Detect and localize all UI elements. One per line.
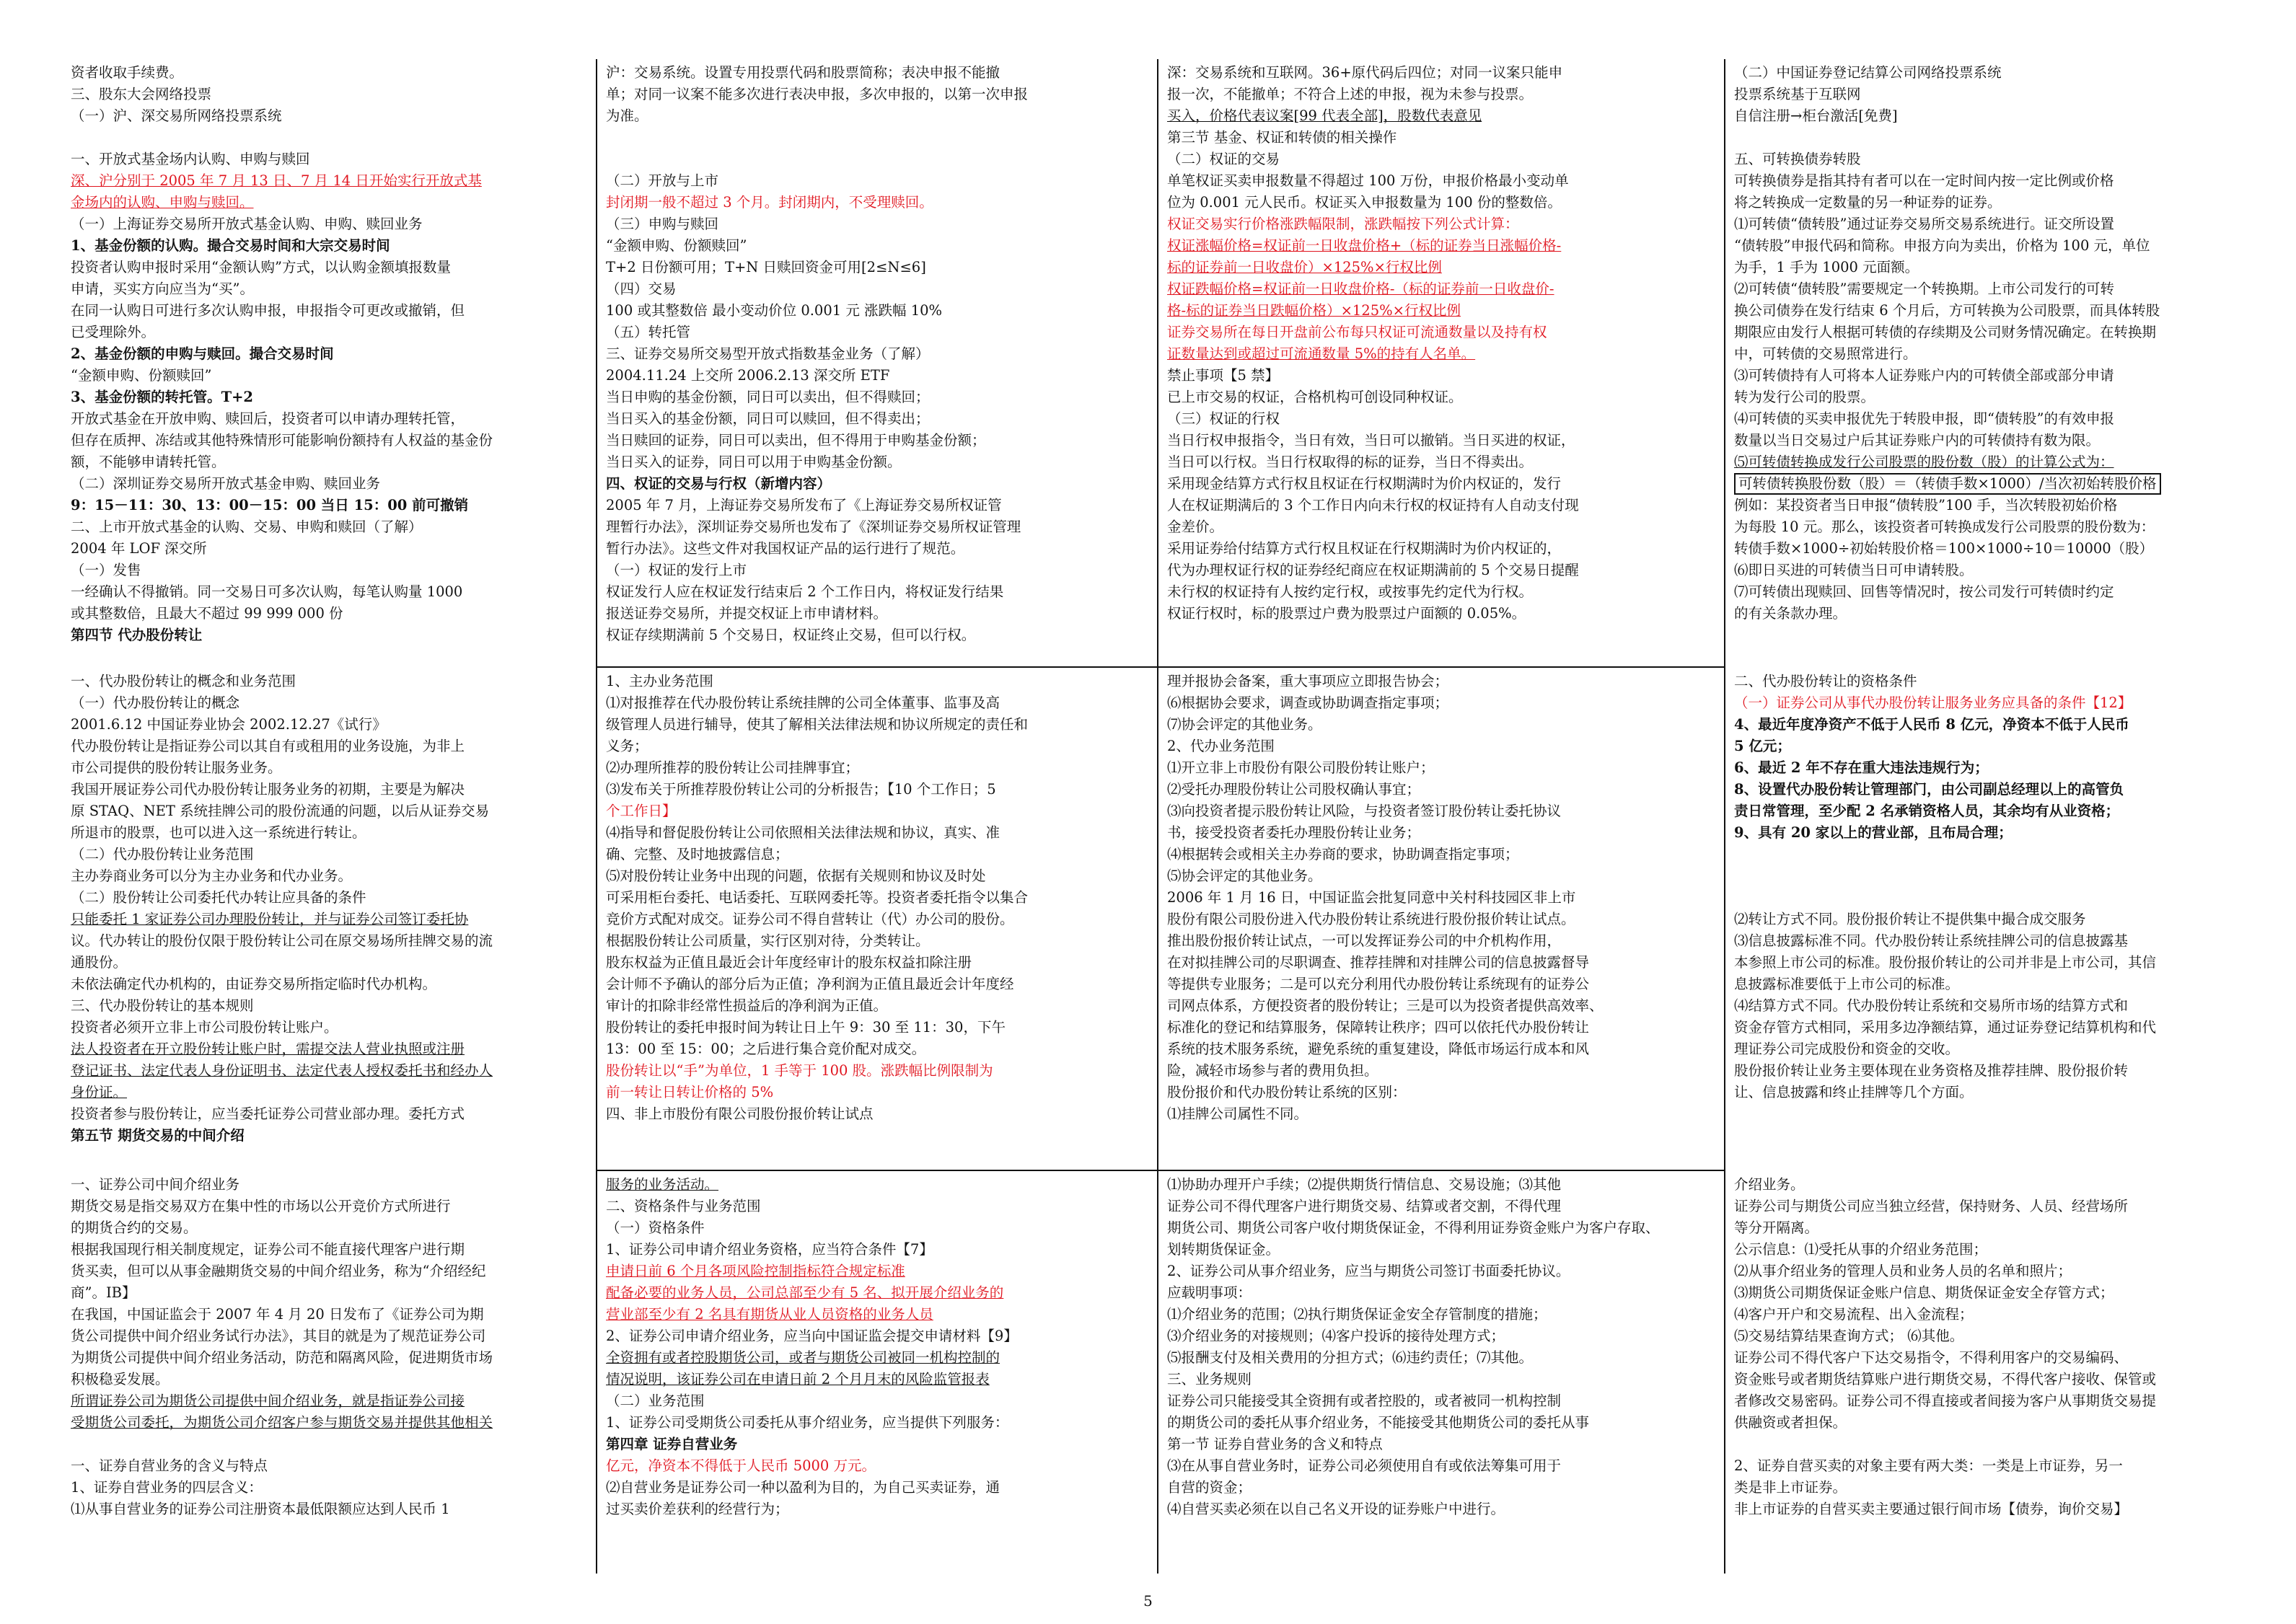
text-line: 为准。 — [606, 107, 648, 124]
text-line: ⑶介绍业务的对接规则；⑷客户投诉的接待处理方式； — [1167, 1328, 1505, 1344]
text-line: （一）资格条件 — [606, 1219, 705, 1236]
text-line: 理并报协会备案，重大事项应立即报告协会； — [1167, 673, 1449, 689]
text-line: 中，可转债的交易照常进行。 — [1734, 345, 1917, 362]
text-line: 理证券公司完成股份和资金的交收。 — [1734, 1041, 1960, 1057]
text-line: 可采用柜台委托、电话委托、互联网委托等。投资者委托指令以集合 — [606, 889, 1029, 906]
text-line: 本参照上市公司的标准。股份报价转让的公司并非是上市公司，其信 — [1734, 954, 2157, 971]
text-line: ⑴挂牌公司属性不同。 — [1167, 1106, 1308, 1122]
text-line: ⑵受托办理股份转让公司股权确认事宜； — [1167, 781, 1421, 798]
text-line: 受期货公司委托，为期货公司介绍客户参与期货交易并提供其他相关 — [71, 1414, 493, 1431]
text-line: 2、证券自营买卖的对象主要有两大类：一类是上市证券，另一 — [1734, 1457, 2123, 1474]
text-line: 证券交易所在每日开盘前公布每只权证可流通数量以及持有权 — [1167, 324, 1547, 340]
text-line: 权证发行人应在权证发行结束后 2 个工作日内，将权证发行结果 — [606, 583, 1004, 600]
text-line: 二、资格条件与业务范围 — [606, 1198, 761, 1214]
text-line: ⑹即日买进的可转债当日可申请转股。 — [1734, 562, 1974, 578]
text-line: 过买卖价差获利的经营行为； — [606, 1501, 789, 1517]
text-line: （二）股份转让公司委托代办转让应具备的条件 — [71, 889, 366, 906]
text-line — [1734, 865, 2240, 887]
text-line: 等提供专业服务；二是可以充分利用代办股份转让系统现有的证券公 — [1167, 976, 1590, 992]
text-line: 证券公司与期货公司应当独立经营，保持财务、人员、经营场所 — [1734, 1198, 2129, 1214]
text-line: 2005 年 7 月，上海证券交易所发布了《上海证券交易所权证管 — [606, 497, 1002, 513]
text-line: 险，减轻市场参与者的费用负担。 — [1167, 1062, 1378, 1079]
text-line: 当日行权申报指令，当日有效，当日可以撤销。当日买进的权证， — [1167, 432, 1575, 449]
text-line: （二）开放与上市 — [606, 172, 719, 189]
text-line: ⑴可转债“债转股”通过证券交易所交易系统进行。证交所设置 — [1734, 216, 2114, 232]
text-line: 一、开放式基金场内认购、申购与赎回 — [71, 151, 310, 167]
text-block-col3-sec3 — [1157, 1174, 1724, 1578]
text-line — [1734, 1434, 2240, 1455]
text-line: 深、沪分别于 2005 年 7 月 13 日、7 月 14 日开始实行开放式基 — [71, 172, 482, 189]
text-line: 标准化的登记和结算服务，保障转让秩序；四可以依托代办股份转让 — [1167, 1019, 1590, 1036]
text-line: 一、证券自营业务的含义与特点 — [71, 1457, 268, 1474]
text-line: 5 亿元； — [1734, 738, 1791, 754]
text-block-col3-sec2 — [1157, 671, 1724, 1168]
text-line: 申请日前 6 个月各项风险控制指标符合规定标准 — [606, 1263, 905, 1279]
text-line: 书，接受投资者委托办理股份转让业务； — [1167, 824, 1421, 841]
text-line: 采用现金结算方式行权且权证在行权期满时为价内权证的，发行 — [1167, 475, 1562, 492]
text-line: 四、非上市股份有限公司股份报价转让试点 — [606, 1106, 874, 1122]
text-line: “债转股”申报代码和简称。申报方向为卖出，价格为 100 元，单位 — [1734, 237, 2150, 254]
text-line — [606, 127, 1147, 149]
text-line: 资者收取手续费。 — [71, 64, 184, 81]
text-line: ⑷结算方式不同。代办股份转让系统和交易所市场的结算方式和 — [1734, 997, 2129, 1014]
text-line: 权证行权时，标的股票过户费为股票过户面额的 0.05%。 — [1167, 605, 1526, 622]
text-block-col4-sec1 — [1724, 62, 2251, 665]
text-line: 9：15－11：30、13：00－15：00 当日 15：00 前可撤销 — [71, 497, 469, 513]
text-line: 2、基金份额的申购与赎回。撮合交易时间 — [71, 345, 334, 362]
text-block-col1-sec3 — [61, 1174, 596, 1578]
text-line: 权证存续期满前 5 个交易日，权证终止交易，但可以行权。 — [606, 627, 976, 643]
text-line: 为期货公司提供中间介绍业务活动，防范和隔离风险，促进期货市场 — [71, 1349, 493, 1366]
text-line: 当日赎回的证券，同日可以卖出，但不得用于申购基金份额； — [606, 432, 986, 449]
text-line: 责日常管理，至少配 2 名承销资格人员，其余均有从业资格； — [1734, 803, 2120, 819]
text-line: ⑵转让方式不同。股份报价转让不提供集中撮合成交服务 — [1734, 911, 2086, 927]
text-line: 会计师不予确认的部分后为正值；净利润为正值且最近会计年度经 — [606, 976, 1014, 992]
text-line: 4、最近年度净资产不低于人民币 8 亿元，净资本不低于人民币 — [1734, 716, 2129, 733]
text-line: 前一转让日转让价格的 5% — [606, 1084, 774, 1100]
text-line: 主办券商业务可以分为主办业务和代办业务。 — [71, 868, 353, 884]
text-line: 位为 0.001 元人民币。权证买入申报数量为 100 份的整数倍。 — [1167, 194, 1562, 211]
text-line: 一经确认不得撤销。同一交易日可多次认购，每笔认购量 1000 — [71, 583, 463, 600]
text-line: 级管理人员进行辅导，使其了解相关法律法规和协议所规定的责任和 — [606, 716, 1029, 733]
text-line: 确、完整、及时地披露信息； — [606, 846, 789, 862]
text-line: 当日申购的基金份额，同日可以卖出，但不得赎回； — [606, 389, 930, 405]
text-line: 证数量达到或超过可流通数量 5%的持有人名单。 — [1167, 345, 1476, 362]
section-divider — [596, 1170, 1724, 1171]
text-line: 2001.6.12 中国证券业协会 2002.12.27《试行》 — [71, 716, 387, 733]
text-line: 第五节 期货交易的中间介绍 — [71, 1127, 245, 1144]
text-line: 深：交易系统和互联网。36+原代码后四位；对同一议案只能申 — [1167, 64, 1563, 81]
text-line: 数量以当日交易过户后其证券账户内的可转债持有数为限。 — [1734, 432, 2101, 449]
text-block-col2-sec3 — [596, 1174, 1157, 1578]
text-line: 证券公司不得代理客户进行期货交易、结算或者交割，不得代理 — [1167, 1198, 1562, 1214]
text-line: ⑷根据转会或相关主办券商的要求，协助调查指定事项； — [1167, 846, 1519, 862]
text-line: ⑶向投资者提示股份转让风险，与投资者签订股份转让委托协议 — [1167, 803, 1562, 819]
page-number: 5 — [1143, 1592, 1153, 1610]
text-line: ⑸可转债转换成发行公司股票的股份数（股）的计算公式为： — [1734, 454, 2114, 470]
text-line: 100 或其整数倍 最小变动价位 0.001 元 涨跌幅 10% — [606, 302, 943, 319]
text-line: 投资者认购申报时采用“金额认购”方式，以认购金额填报数量 — [71, 259, 451, 275]
text-line: （三）申购与赎回 — [606, 216, 719, 232]
text-line: 1、基金份额的认购。撮合交易时间和大宗交易时间 — [71, 237, 390, 254]
text-line: 沪：交易系统。设置专用投票代码和股票简称；表决申报不能撤 — [606, 64, 1000, 81]
text-line: （二）中国证券登记结算公司网络投票系统 — [1734, 64, 2002, 81]
text-line: 我国开展证券公司代办股份转让服务业务的初期，主要是为解决 — [71, 781, 465, 798]
text-line: 股份转让以“手”为单位，1 手等于 100 股。涨跌幅比例限制为 — [606, 1062, 993, 1079]
section-divider — [596, 666, 1724, 668]
text-line: 股份报价和代办股份转让系统的区别： — [1167, 1084, 1407, 1100]
text-line: 当日可以行权。当日行权取得的标的证券，当日不得卖出。 — [1167, 454, 1534, 470]
text-line: 2006 年 1 月 16 日，中国证监会批复同意中关村科技园区非上市 — [1167, 889, 1576, 906]
text-line: 介绍业务。 — [1734, 1176, 1805, 1193]
text-line: 在同一认购日可进行多次认购申报，申报指令可更改或撤销，但 — [71, 302, 465, 319]
text-line: 转债手数×1000÷初始转股价格＝100×1000÷10＝10000（股） — [1734, 540, 2154, 557]
text-line: 封闭期一般不超过 3 个月。封闭期内，不受理赎回。 — [606, 194, 933, 211]
text-line: 2、证券公司从事介绍业务，应当与期货公司签订书面委托协议。 — [1167, 1263, 1570, 1279]
text-line: 的期货合约的交易。 — [71, 1219, 198, 1236]
text-line: 的期货公司的委托从事介绍业务，不能接受其他期货公司的委托从事 — [1167, 1414, 1590, 1431]
text-line: 股份报价转让业务主要体现在业务资格及推荐挂牌、股份报价转 — [1734, 1062, 2129, 1079]
text-line: 1、证券公司申请介绍业务资格，应当符合条件【7】 — [606, 1241, 933, 1258]
text-line: ⑸对股份转让业务中出现的问题，依据有关规则和协议及时处 — [606, 868, 986, 884]
text-line: 3、基金份额的转托管。T+2 — [71, 389, 253, 405]
text-line: 三、代办股份转让的基本规则 — [71, 997, 254, 1014]
text-line: （一）沪、深交易所网络投票系统 — [71, 107, 282, 124]
text-line: 期限应由发行人根据可转债的存续期及公司财务情况确定。在转换期 — [1734, 324, 2157, 340]
text-line: ⑵办理所推荐的股份转让公司挂牌事宜； — [606, 759, 860, 776]
text-line: 一、代办股份转让的概念和业务范围 — [71, 673, 296, 689]
text-line: 1、主办业务范围 — [606, 673, 713, 689]
text-line: 第四章 证券自营业务 — [606, 1436, 738, 1452]
text-line: （一）代办股份转让的概念 — [71, 694, 240, 711]
text-line: 当日买入的基金份额，同日可以赎回，但不得卖出； — [606, 410, 930, 427]
text-line: 2、代办业务范围 — [1167, 738, 1275, 754]
text-line: “金额申购、份额赎回” — [71, 367, 212, 384]
text-line: 推出股份报价转让试点，一可以发挥证券公司的中介机构作用， — [1167, 932, 1562, 949]
text-line: 单；对同一议案不能多次进行表决申报，多次申报的，以第一次申报 — [606, 86, 1029, 102]
text-line: ⑸交易结算结果查询方式； ⑹其他。 — [1734, 1328, 1964, 1344]
text-line: 议。代办转让的股份仅限于股份转让公司在原交易场所挂牌交易的流 — [71, 932, 493, 949]
text-line: T+2 日份额可用；T+N 日赎回资金可用[2≤N≤6] — [606, 259, 926, 275]
text-line: 1、证券公司受期货公司委托从事介绍业务，应当提供下列服务： — [606, 1414, 1009, 1431]
text-line — [71, 127, 586, 149]
text-line: （二）业务范围 — [606, 1393, 705, 1409]
text-block-col2-sec1 — [596, 62, 1157, 665]
text-line: 例如：某投资者当日申报“债转股”100 手，当次转股初始价格 — [1734, 497, 2118, 513]
text-line: 为每股 10 元。那么，该投资者可转换成发行公司股票的股份数为： — [1734, 518, 2155, 535]
text-line: 代办股份转让是指证券公司以其自有或租用的业务设施，为非上 — [71, 738, 465, 754]
text-line: 二、上市开放式基金的认购、交易、申购和赎回（了解） — [71, 518, 423, 535]
text-line: 司网点体系，方便投资者的股份转让；三是可以为投资者提供高效率、 — [1167, 997, 1604, 1014]
text-line: 法人投资者在开立股份转让账户时，需提交法人营业执照或注册 — [71, 1041, 465, 1057]
text-line: （一）上海证券交易所开放式基金认购、申购、赎回业务 — [71, 216, 423, 232]
text-line: 期货交易是指交易双方在集中性的市场以公开竞价方式所进行 — [71, 1198, 451, 1214]
text-line: （二）深圳证券交易所开放式基金申购、赎回业务 — [71, 475, 381, 492]
text-line: 金差价。 — [1167, 518, 1224, 535]
text-block-col4-sec2 — [1724, 671, 2251, 1168]
text-line: 亿元，净资本不得低于人民币 5000 万元。 — [606, 1457, 876, 1474]
text-line: ⑸报酬支付及相关费用的分担方式；⑹违约责任；⑺其他。 — [1167, 1349, 1534, 1366]
text-line: 开放式基金在开放申购、赎回后，投资者可以申请办理转托管， — [71, 410, 465, 427]
text-line: 8、设置代办股份转让管理部门，由公司副总经理以上的高管负 — [1734, 781, 2124, 798]
text-line: 一、证券公司中间介绍业务 — [71, 1176, 240, 1193]
text-line: 或其整数倍，且最大不超过 99 999 000 份 — [71, 605, 343, 622]
text-line: 货公司提供中间介绍业务试行办法》，其目的就是为了规范证券公司 — [71, 1328, 486, 1344]
text-line: 所谓证券公司为期货公司提供中间介绍业务，就是指证券公司接 — [71, 1393, 465, 1409]
text-line: 权证涨幅价格=权证前一日收盘价格+（标的证券当日涨幅价格- — [1167, 237, 1562, 254]
text-line — [1734, 127, 2240, 149]
text-line: 只能委托 1 家证券公司办理股份转让，并与证券公司签订委托协 — [71, 911, 469, 927]
text-line: 全资拥有或者控股期货公司，或者与期货公司被同一机构控制的 — [606, 1349, 1000, 1366]
text-line: 报送证券交易所，并提交权证上市申请材料。 — [606, 605, 888, 622]
text-line: 换公司债券在发行结束 6 个月后，方可转换为公司股票，而具体转股 — [1734, 302, 2160, 319]
text-line: （三）权证的行权 — [1167, 410, 1280, 427]
text-line: （四）交易 — [606, 281, 677, 297]
text-line: 等分开隔离。 — [1734, 1219, 1819, 1236]
text-line: ⑶发布关于所推荐股份转让公司的分析报告；【10 个工作日；5 — [606, 781, 996, 798]
text-line: 四、权证的交易与行权（新增内容） — [606, 475, 832, 492]
text-line: 股东权益为正值且最近会计年度经审计的股东权益扣除注册 — [606, 954, 972, 971]
text-line: 股份转让的委托申报时间为转让日上午 9：30 至 11：30，下午 — [606, 1019, 1006, 1036]
text-line: 权证跌幅价格=权证前一日收盘价格-（标的证券前一日收盘价- — [1167, 281, 1554, 297]
text-line: 投票系统基于互联网 — [1734, 86, 1861, 102]
text-line: 公示信息：⑴受托从事的介绍业务范围； — [1734, 1241, 1988, 1258]
text-line: 申请，买实方向应当为“买”。 — [71, 281, 254, 297]
text-line: ⑹根据协会要求，调查或协助调查指定事项； — [1167, 694, 1449, 711]
text-line: 当日买入的证券，同日可以用于申购基金份额。 — [606, 454, 902, 470]
text-line: 资金存管方式相同，采用多边净额结算，通过证券登记结算机构和代 — [1734, 1019, 2157, 1036]
text-line: 标的证券前一日收盘价）×125%×行权比例 — [1167, 259, 1442, 275]
text-line: 五、可转换债券转股 — [1734, 151, 1861, 167]
text-line — [606, 149, 1147, 170]
text-line: 货买卖，但可以从事金融期货交易的中间介绍业务，称为“介绍经纪 — [71, 1263, 486, 1279]
text-line: 自信注册→柜台激活[免费] — [1734, 107, 1898, 124]
text-line: 情况说明，该证券公司在申请日前 2 个月月末的风险监管报表 — [606, 1371, 990, 1387]
text-line — [1734, 844, 2240, 865]
text-line: 报一次，不能撤单；不符合上述的申报，视为未参与投票。 — [1167, 86, 1534, 102]
text-line: 身份证。 — [71, 1084, 128, 1100]
text-line: 代为办理权证行权的证券经纪商应在权证期满前的 5 个交易日提醒 — [1167, 562, 1579, 578]
text-line: ⑵从事介绍业务的管理人员和业务人员的名单和照片； — [1734, 1263, 2072, 1279]
text-line: 系统的技术服务系统，避免系统的重复建设，降低市场运行成本和风 — [1167, 1041, 1590, 1057]
text-line: “金额申购、份额赎回” — [606, 237, 747, 254]
text-block-col4-sec3 — [1724, 1174, 2251, 1578]
text-line: 二、代办股份转让的资格条件 — [1734, 673, 1917, 689]
text-block-col1-sec1 — [61, 62, 596, 665]
text-line: 额，不能够申请转托管。 — [71, 454, 226, 470]
text-line: 已受理除外。 — [71, 324, 156, 340]
text-line: 根据我国现行相关制度规定，证券公司不能直接代理客户进行期 — [71, 1241, 465, 1258]
text-line: ⑶期货公司期货保证金账户信息、期货保证金安全存管方式； — [1734, 1284, 2114, 1301]
text-line: 单笔权证买卖申报数量不得超过 100 万份，申报价格最小变动单 — [1167, 172, 1569, 189]
text-line: （一）权证的发行上市 — [606, 562, 747, 578]
text-line: 积极稳妥发展。 — [71, 1371, 170, 1387]
text-line: 配备必要的业务人员，公司总部至少有 5 名、拟开展介绍业务的 — [606, 1284, 1004, 1301]
text-line: 应载明事项： — [1167, 1284, 1252, 1301]
text-line: ⑷自营买卖必须在以自己名义开设的证券账户中进行。 — [1167, 1501, 1505, 1517]
text-line: 商”。IB】 — [71, 1284, 136, 1301]
text-line: 2004.11.24 上交所 2006.2.13 深交所 ETF — [606, 367, 890, 384]
text-line: 第一节 证券自营业务的含义和特点 — [1167, 1436, 1383, 1452]
text-line: ⑴开立非上市股份有限公司股份转让账户； — [1167, 759, 1435, 776]
text-line: 第四节 代办股份转让 — [71, 627, 203, 643]
text-line: ⑷指导和督促股份转让公司依照相关法律法规和协议，真实、准 — [606, 824, 1000, 841]
text-line: 登记证书、法定代表人身份证明书、法定代表人授权委托书和经办人 — [71, 1062, 493, 1079]
text-line: 采用证券给付结算方式行权且权证在行权期满时为价内权证的， — [1167, 540, 1562, 557]
text-line: ⑶可转债持有人可将本人证券账户内的可转债全部或部分申请 — [1734, 367, 2114, 384]
text-line: 三、股东大会网络投票 — [71, 86, 212, 102]
text-line: ⑵可转债“债转股”需要规定一个转换期。上市公司发行的可转 — [1734, 281, 2114, 297]
text-line: 1、证券自营业务的四层含义： — [71, 1479, 263, 1496]
text-line: 为手，1 手为 1000 元面额。 — [1734, 259, 1919, 275]
text-line: （二）代办股份转让业务范围 — [71, 846, 254, 862]
text-line: ⑴从事自营业务的证券公司注册资本最低限额应达到人民币 1 — [71, 1501, 450, 1517]
text-line: 类是非上市证券。 — [1734, 1479, 1847, 1496]
text-line: 在对拟挂牌公司的尽职调查、推荐挂牌和对挂牌公司的信息披露督导 — [1167, 954, 1590, 971]
text-line: 三、证券交易所交易型开放式指数基金业务（了解） — [606, 345, 930, 362]
text-line: 可转换债券是指其持有者可以在一定时间内按一定比例或价格 — [1734, 172, 2114, 189]
text-line: （一）发售 — [71, 562, 141, 578]
text-line: 供融资或者担保。 — [1734, 1414, 1847, 1431]
text-line: 理暂行办法》，深圳证券交易所也发布了《深圳证券交易所权证管理 — [606, 518, 1021, 535]
text-line: 暂行办法》。这些文件对我国权证产品的运行进行了规范。 — [606, 540, 965, 557]
text-line: 证券公司不得代客户下达交易指令，不得利用客户的交易编码、 — [1734, 1349, 2129, 1366]
text-block-col3-sec1 — [1157, 62, 1724, 665]
text-line: ⑷可转债的买卖申报优先于转股申报，即“债转股”的有效申报 — [1734, 410, 2114, 427]
text-line: 13：00 至 15：00；之后进行集合竞价配对成交。 — [606, 1041, 926, 1057]
text-line: 通股份。 — [71, 954, 128, 971]
text-line: 投资者必须开立非上市公司股份转让账户。 — [71, 1019, 338, 1036]
text-line: 2、证券公司申请介绍业务，应当向中国证监会提交申请材料【9】 — [606, 1328, 1018, 1344]
text-line: 原 STAQ、NET 系统挂牌公司的股份流通的问题，以后从证券交易 — [71, 803, 490, 819]
text-line: ⑶信息披露标准不同。代办股份转让系统挂牌公司的信息披露基 — [1734, 932, 2129, 949]
text-block-col1-sec2 — [61, 671, 596, 1168]
text-line: 买入，价格代表议案[99 代表全部]，股数代表意见 — [1167, 107, 1482, 124]
text-line: 已上市交易的权证，合格机构可创设同种权证。 — [1167, 389, 1463, 405]
text-block-col2-sec2 — [596, 671, 1157, 1168]
text-line — [71, 1434, 586, 1455]
text-line: （五）转托管 — [606, 324, 691, 340]
text-line: ⑴介绍业务的范围；⑵执行期货保证金安全存管制度的措施； — [1167, 1306, 1547, 1323]
text-line: 所退市的股票，也可以进入这一系统进行转让。 — [71, 824, 366, 841]
text-line: 三、业务规则 — [1167, 1371, 1252, 1387]
text-line: 资金账号或者期货结算账户进行期货交易，不得代客户接收、保管或 — [1734, 1371, 2157, 1387]
text-line: 禁止事项【5 禁】 — [1167, 367, 1280, 384]
text-line: ⑴对报推荐在代办股份转让系统挂牌的公司全体董事、监事及高 — [606, 694, 1000, 711]
text-line: 未行权的权证持有人按约定行权，或按事先约定代为行权。 — [1167, 583, 1534, 600]
text-line: 转为发行公司的股票。 — [1734, 389, 1875, 405]
text-line: 服务的业务活动。 — [606, 1176, 719, 1193]
text-line: 权证交易实行价格涨跌幅限制，涨跌幅按下列公式计算： — [1167, 216, 1519, 232]
text-line: ⑸协会评定的其他业务。 — [1167, 868, 1322, 884]
text-line: 9、具有 20 家以上的营业部，且布局合理； — [1734, 824, 2013, 841]
text-line: 义务； — [606, 738, 648, 754]
text-line: 息披露标准要低于上市公司的标准。 — [1734, 976, 1960, 992]
text-line — [1734, 887, 2240, 909]
text-line: 非上市证券的自营买卖主要通过银行间市场【债券，询价交易】 — [1734, 1501, 2129, 1517]
text-line: 个工作日】 — [606, 803, 677, 819]
text-line: 将之转换成一定数量的另一种证券的证券。 — [1734, 194, 2002, 211]
text-line: ⑺可转债出现赎回、回售等情况时，按公司发行可转债时约定 — [1734, 583, 2114, 600]
text-line: （一）证券公司从事代办股份转让服务业务应具备的条件【12】 — [1734, 694, 2132, 711]
text-line: 人在权证期满后的 3 个工作日内向未行权的权证持有人自动支付现 — [1167, 497, 1579, 513]
text-line: 6、最近 2 年不存在重大违法违规行为； — [1734, 759, 1989, 776]
text-line: 股份有限公司股份进入代办股份转让系统进行股份报价转让试点。 — [1167, 911, 1575, 927]
text-line: ⑵自营业务是证券公司一种以盈利为目的，为自己买卖证券，通 — [606, 1479, 1000, 1496]
text-line: ⑶在从事自营业务时，证券公司必须使用自有或依法筹集可用于 — [1167, 1457, 1562, 1474]
text-line: 格-标的证券当日跌幅价格）×125%×行权比例 — [1167, 302, 1461, 319]
text-line: 金场内的认购、申购与赎回。 — [71, 194, 254, 211]
text-line: 在我国，中国证监会于 2007 年 4 月 20 日发布了《证券公司为期 — [71, 1306, 484, 1323]
text-line: 让、信息披露和终止挂牌等几个方面。 — [1734, 1084, 1974, 1100]
text-line: ⑷客户开户和交易流程、出入金流程； — [1734, 1306, 1974, 1323]
text-line: 自营的资金； — [1167, 1479, 1252, 1496]
text-line: 期货公司、期货公司客户收付期货保证金，不得利用证券资金账户为客户存取、 — [1167, 1219, 1660, 1236]
text-line: 可转债转换股份数（股）＝（转债手数×1000）/当次初始转股价格 — [1734, 473, 2161, 495]
text-line: 证券公司只能接受其全资拥有或者控股的，或者被同一机构控制 — [1167, 1393, 1562, 1409]
text-line: 的有关条款办理。 — [1734, 605, 1847, 622]
text-line: 划转期货保证金。 — [1167, 1241, 1280, 1258]
text-line: ⑺协会评定的其他业务。 — [1167, 716, 1322, 733]
text-line: （二）权证的交易 — [1167, 151, 1280, 167]
text-line: 投资者参与股份转让，应当委托证券公司营业部办理。委托方式 — [71, 1106, 465, 1122]
text-line: 市公司提供的股份转让服务业务。 — [71, 759, 282, 776]
text-line: 但存在质押、冻结或其他特殊情形可能影响份额持有人权益的基金份 — [71, 432, 493, 449]
text-line: 根据股份转让公司质量，实行区别对待，分类转让。 — [606, 932, 930, 949]
text-line: 营业部至少有 2 名具有期货从业人员资格的业务人员 — [606, 1306, 933, 1323]
text-line: 竞价方式配对成交。证券公司不得自营转让（代）办公司的股份。 — [606, 911, 1014, 927]
text-line: 未依法确定代办机构的，由证券交易所指定临时代办机构。 — [71, 976, 437, 992]
text-line: 2004 年 LOF 深交所 — [71, 540, 207, 557]
text-line: 审计的扣除非经常性损益后的净利润为正值。 — [606, 997, 888, 1014]
text-line: 者修改交易密码。证券公司不得直接或者间接为客户从事期货交易提 — [1734, 1393, 2157, 1409]
text-line: 第三节 基金、权证和转债的相关操作 — [1167, 129, 1397, 146]
text-line: ⑴协助办理开户手续；⑵提供期货行情信息、交易设施；⑶其他 — [1167, 1176, 1562, 1193]
